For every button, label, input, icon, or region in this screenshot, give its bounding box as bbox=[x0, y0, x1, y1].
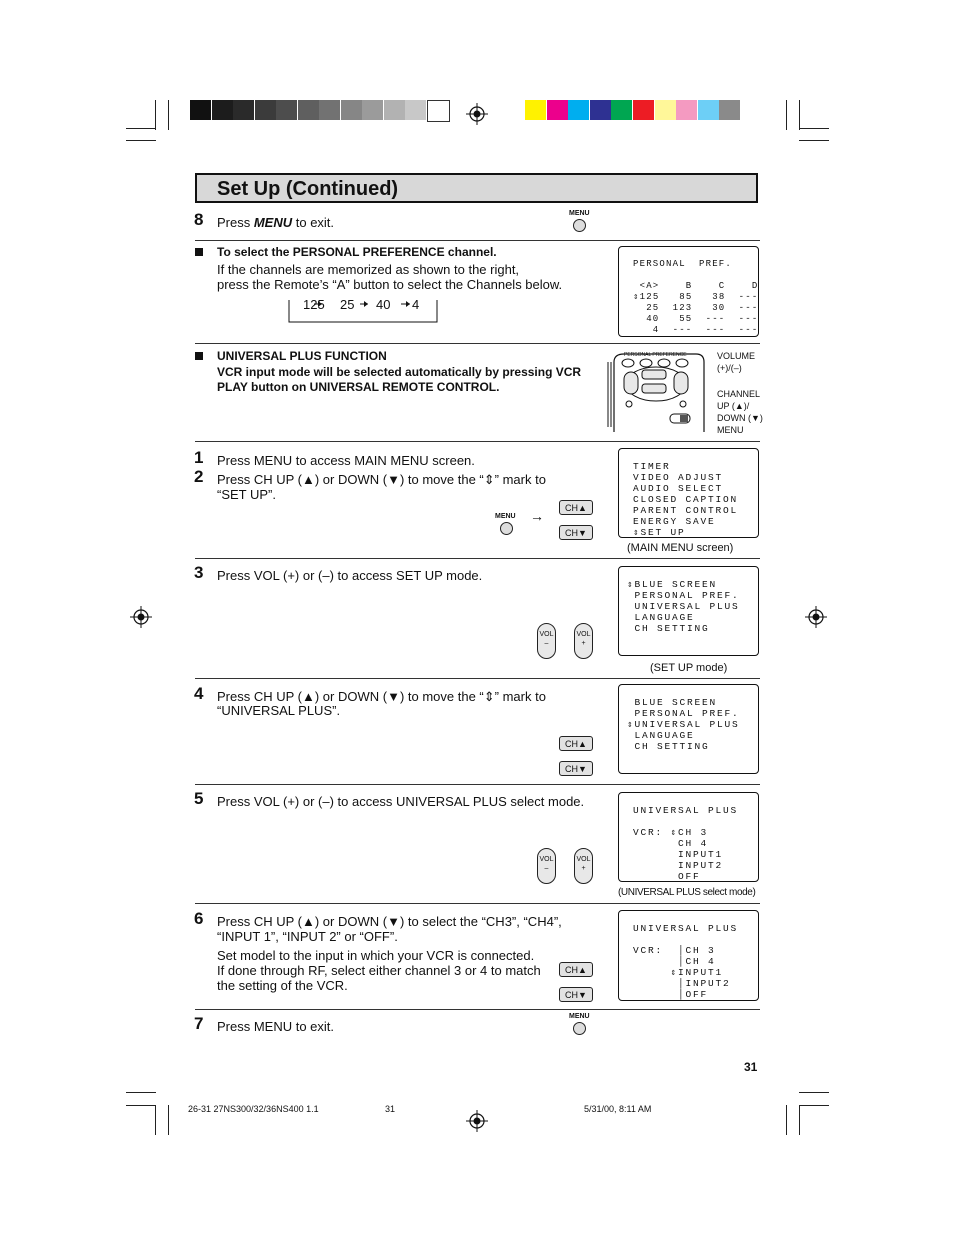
step-4-line-1: Press CH UP (▲) or DOWN (▼) to move the “⇕” mark to bbox=[217, 689, 546, 704]
step-number: 6 bbox=[194, 909, 204, 928]
step-7-text: Press MENU to exit. bbox=[217, 1019, 335, 1034]
menu-button-label: MENU bbox=[569, 210, 590, 217]
footer-left: 26-31 27NS300/32/36NS400 1.1 bbox=[188, 1104, 319, 1114]
step-number: 1 bbox=[194, 448, 204, 467]
footer-right: 5/31/00, 8:11 AM bbox=[584, 1104, 652, 1114]
step-2-line-1: Press CH UP (▲) or DOWN (▼) to move the “⇕” mark to bbox=[217, 472, 546, 487]
divider bbox=[195, 1009, 760, 1010]
step-number: 7 bbox=[194, 1014, 204, 1033]
crop-mark bbox=[799, 1105, 800, 1135]
step-6-line-4: If done through RF, select either channel 3 or 4 to match bbox=[217, 963, 541, 978]
universal-plus-select-screen bbox=[618, 792, 759, 882]
gray-swatch bbox=[341, 100, 362, 120]
ch-up-button[interactable]: CH▲ bbox=[559, 736, 593, 751]
step-6-line-3: Set model to the input in which your VCR is connected. bbox=[217, 948, 535, 963]
step-number: 4 bbox=[194, 684, 204, 703]
step-6-line-5: the setting of the VCR. bbox=[217, 978, 348, 993]
screen-caption: (UNIVERSAL PLUS select mode) bbox=[618, 887, 756, 898]
step-number: 8 bbox=[194, 210, 204, 229]
vol-plus-button[interactable]: VOL + bbox=[574, 848, 593, 884]
arrow-right-icon: → bbox=[530, 508, 544, 524]
color-swatch bbox=[698, 100, 719, 120]
color-swatch bbox=[676, 100, 697, 120]
title-bar bbox=[195, 173, 758, 203]
universal-plus-input-screen bbox=[618, 910, 759, 1001]
crop-mark bbox=[799, 128, 829, 129]
color-swatch bbox=[611, 100, 632, 120]
step-2-line-2: “SET UP”. bbox=[217, 487, 276, 502]
vol-plus-button[interactable]: VOL + bbox=[574, 623, 593, 659]
crop-mark bbox=[799, 140, 829, 141]
crop-mark bbox=[126, 128, 156, 129]
menu-button-label: MENU bbox=[569, 1013, 590, 1020]
page-title: Set Up (Continued) bbox=[217, 178, 399, 200]
crop-mark bbox=[126, 1105, 156, 1106]
screen-caption: (SET UP mode) bbox=[650, 662, 728, 674]
crop-mark bbox=[168, 1105, 169, 1135]
gray-swatch bbox=[362, 100, 383, 120]
remote-label: PERSONAL PREFERENCE bbox=[624, 352, 687, 358]
registration-mark-icon bbox=[466, 1110, 488, 1132]
vol-minus-button[interactable]: VOL – bbox=[537, 623, 556, 659]
bullet-icon bbox=[195, 248, 203, 256]
crop-mark bbox=[155, 100, 156, 130]
gray-swatch bbox=[405, 100, 426, 120]
color-swatch bbox=[547, 100, 568, 120]
channel-sequence-diagram bbox=[287, 296, 437, 323]
crop-mark bbox=[126, 140, 156, 141]
crop-mark bbox=[155, 1105, 156, 1135]
remote-callouts: VOLUME (+)/(–) CHANNEL UP (▲)/ DOWN (▼) MENU bbox=[717, 351, 763, 435]
section-heading: UNIVERSAL PLUS FUNCTION bbox=[217, 349, 387, 363]
screen-text: ⇕BLUE SCREEN PERSONAL PREF. UNIVERSAL PLUS LANGUAGE CH SETTING bbox=[627, 579, 740, 634]
registration-mark-icon bbox=[805, 606, 827, 628]
screen-text: BLUE SCREEN PERSONAL PREF. ⇕UNIVERSAL PLUS LANGUAGE CH SETTING bbox=[627, 697, 740, 752]
section-heading: To select the PERSONAL PREFERENCE channel. bbox=[217, 245, 497, 259]
crop-mark bbox=[168, 100, 169, 130]
gray-swatch bbox=[233, 100, 254, 120]
sequence-item: 4 bbox=[412, 297, 420, 312]
crop-mark bbox=[786, 1105, 787, 1135]
screen-text: TIMER VIDEO ADJUST AUDIO SELECT CLOSED CAPTION PARENT CONTROL ENERGY SAVE ⇕SET UP bbox=[633, 461, 739, 538]
screen-text: PERSONAL PREF. <A> B C D ⇕125 85 38 --- 25 123 30 --- 40 55 --- --- 4 --- --- --- bbox=[633, 259, 759, 335]
step-6-line-2: “INPUT 1”, “INPUT 2” or “OFF”. bbox=[217, 929, 398, 944]
step-5-text: Press VOL (+) or (–) to access UNIVERSAL PLUS select mode. bbox=[217, 794, 585, 809]
bullet-icon bbox=[195, 352, 203, 360]
page-number: 31 bbox=[744, 1060, 758, 1074]
setup-screen bbox=[618, 566, 759, 656]
divider bbox=[195, 903, 760, 904]
menu-button-icon bbox=[573, 1022, 586, 1035]
divider bbox=[195, 343, 760, 344]
divider bbox=[195, 240, 760, 241]
step-8-text: Press MENU to exit. bbox=[217, 215, 335, 230]
gray-swatch bbox=[384, 100, 405, 120]
universal-plus-menu-screen bbox=[618, 684, 759, 774]
crop-mark bbox=[786, 100, 787, 130]
crop-mark bbox=[799, 1092, 829, 1093]
personal-line-1: If the channels are memorized as shown to the right, bbox=[217, 262, 520, 277]
screen-text: UNIVERSAL PLUS VCR: ⇕CH 3 CH 4 INPUT1 INPUT2 OFF bbox=[633, 805, 739, 882]
gray-swatch bbox=[427, 100, 450, 122]
crop-mark bbox=[126, 1092, 156, 1093]
divider bbox=[195, 441, 760, 442]
personal-line-2: press the Remote’s “A” button to select the Channels below. bbox=[217, 277, 563, 292]
color-swatch bbox=[633, 100, 654, 120]
step-number: 3 bbox=[194, 563, 204, 582]
gray-swatch bbox=[212, 100, 233, 120]
ch-up-button[interactable]: CH▲ bbox=[559, 500, 593, 515]
personal-pref-screen bbox=[618, 246, 759, 337]
ch-up-button[interactable]: CH▲ bbox=[559, 962, 593, 977]
sequence-item: 25 bbox=[340, 297, 355, 312]
divider bbox=[195, 558, 760, 559]
screen-text: UNIVERSAL PLUS VCR: │CH 3 │CH 4 ⇕INPUT1 │INPUT2 │OFF bbox=[633, 923, 739, 1000]
ch-down-button[interactable]: CH▼ bbox=[559, 761, 593, 776]
gray-swatch bbox=[276, 100, 297, 120]
color-swatch bbox=[568, 100, 589, 120]
footer-center: 31 bbox=[385, 1104, 396, 1114]
step-4-line-2: “UNIVERSAL PLUS”. bbox=[217, 703, 341, 718]
step-number: 2 bbox=[194, 467, 204, 486]
gray-swatch bbox=[298, 100, 319, 120]
color-swatch bbox=[590, 100, 611, 120]
gray-swatch bbox=[319, 100, 340, 120]
step-6-line-1: Press CH UP (▲) or DOWN (▼) to select the “CH3”, “CH4”, bbox=[217, 914, 562, 929]
color-swatch bbox=[719, 100, 740, 120]
crop-mark bbox=[799, 1105, 829, 1106]
registration-mark-icon bbox=[130, 606, 152, 628]
vol-minus-button[interactable]: VOL – bbox=[537, 848, 556, 884]
menu-button-icon bbox=[500, 522, 513, 535]
sequence-item: 40 bbox=[376, 297, 391, 312]
gray-swatch bbox=[255, 100, 276, 120]
divider bbox=[195, 784, 760, 785]
screen-caption: (MAIN MENU screen) bbox=[627, 542, 734, 554]
universal-description: VCR input mode will be selected automatically by pressing VCR PLAY button on UNIVERSAL REMOTE CONTROL. bbox=[217, 365, 582, 394]
step-3-text: Press VOL (+) or (–) to access SET UP mode. bbox=[217, 568, 483, 583]
crop-mark bbox=[799, 100, 800, 130]
registration-mark-icon bbox=[466, 103, 488, 125]
remote-control-illustration bbox=[604, 352, 714, 432]
gray-swatch bbox=[190, 100, 211, 120]
ch-down-button[interactable]: CH▼ bbox=[559, 987, 593, 1002]
divider bbox=[195, 678, 760, 679]
color-swatch bbox=[655, 100, 676, 120]
menu-button-label: MENU bbox=[495, 513, 516, 520]
ch-down-button[interactable]: CH▼ bbox=[559, 525, 593, 540]
color-swatch bbox=[525, 100, 546, 120]
menu-button-icon bbox=[573, 219, 586, 232]
step-1-text: Press MENU to access MAIN MENU screen. bbox=[217, 453, 475, 468]
sequence-item: 125 bbox=[303, 297, 325, 312]
main-menu-screen bbox=[618, 448, 759, 538]
step-number: 5 bbox=[194, 789, 204, 808]
